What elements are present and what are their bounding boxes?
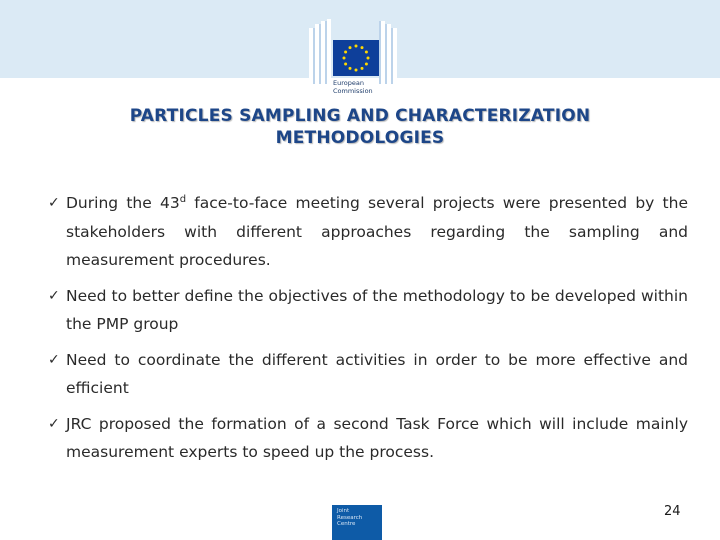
jrc-line-1: Joint (337, 508, 350, 514)
bullet-body: face-to-face meeting several projects were presented by the stakeholders with different approaches regarding the sampling and measurement procedures. (66, 194, 688, 269)
bullet-item (48, 410, 688, 467)
check-icon: ✓ (48, 351, 60, 368)
bullet-item (48, 189, 688, 275)
check-icon: ✓ (48, 415, 60, 432)
bullet-text: Need to coordinate the different activities in order to be more effective and efficient (66, 350, 688, 397)
title-line-1: PARTICLES SAMPLING AND CHARACTERIZATION (129, 106, 591, 126)
jrc-logo (332, 505, 382, 540)
logo-line-2: Commission (333, 86, 373, 95)
check-icon: ✓ (48, 195, 60, 211)
bullet-text: JRC proposed the formation of a second Task Force which will include mainly measurement experts to speed up the process. (66, 414, 688, 461)
bullet-list (48, 189, 688, 474)
bullet-prefix: During the 43 (66, 194, 180, 212)
page-number: 24 (664, 504, 681, 519)
jrc-logo-text (337, 508, 362, 528)
bullet-text: Need to better define the objectives of the methodology to be developed within the PMP group (66, 286, 688, 333)
logo-line-1: European (333, 79, 364, 87)
bullet-item (48, 282, 688, 339)
check-icon: ✓ (48, 287, 60, 304)
jrc-line-3: Centre (337, 521, 356, 527)
ordinal-superscript: d (179, 193, 187, 205)
title-line-2: METHODOLOGIES (275, 128, 445, 148)
slide-title (0, 105, 720, 149)
bullet-text (66, 189, 688, 275)
jrc-line-2: Research (337, 514, 363, 521)
bullet-item (48, 346, 688, 403)
logo-text (333, 80, 373, 95)
